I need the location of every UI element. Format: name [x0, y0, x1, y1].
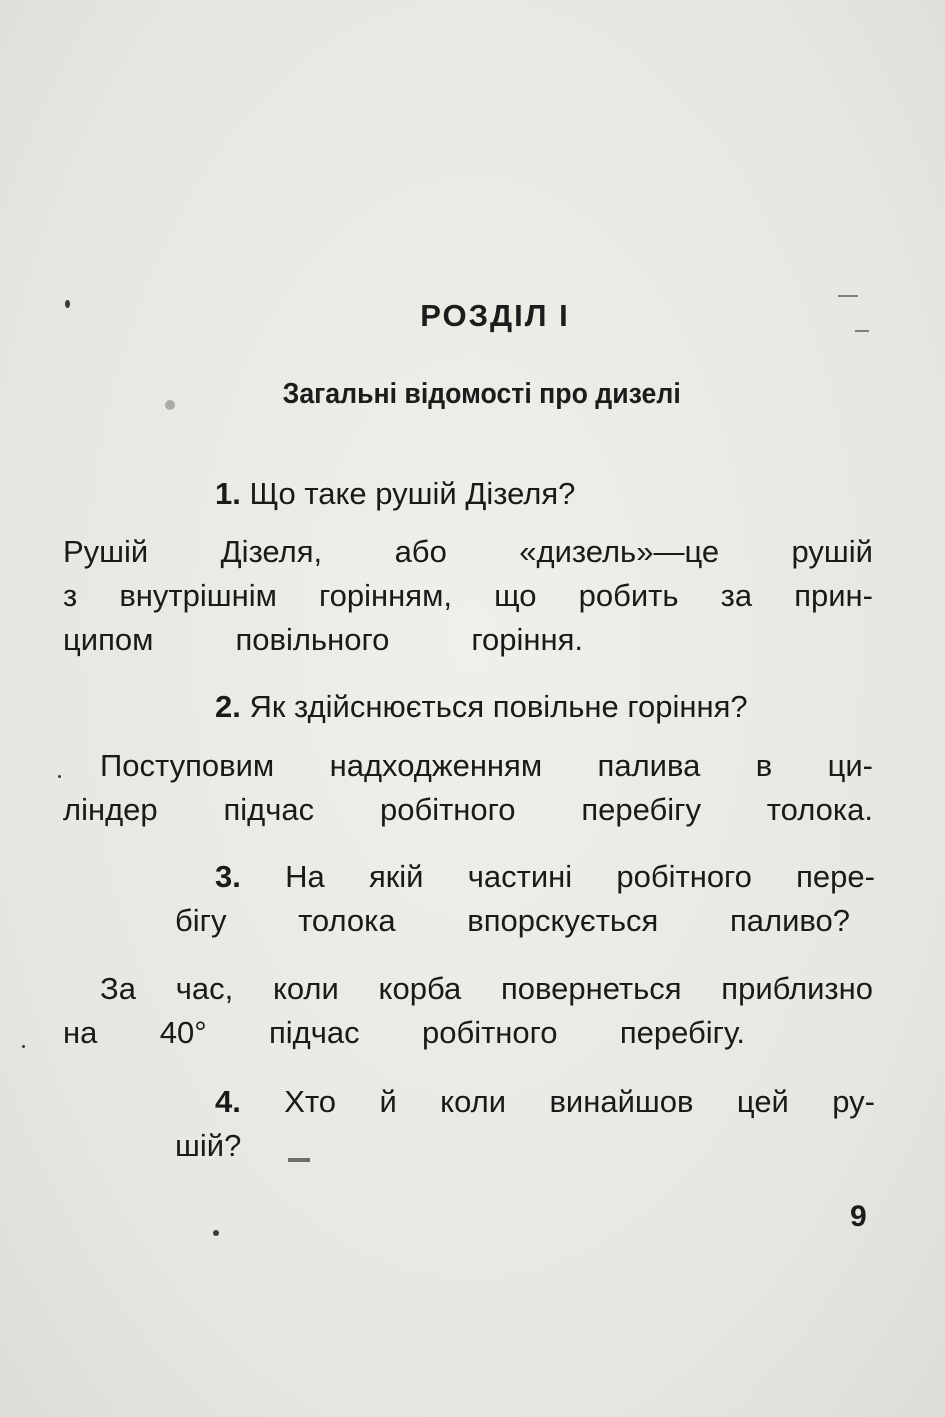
answer-line: Рушій Дізеля, або «дизель»—це рушій — [63, 534, 873, 569]
question-text: На якій частині робітного пере- — [285, 859, 875, 894]
chapter-title: РОЗДІЛ І — [420, 298, 570, 333]
question-text: шій? — [175, 1128, 242, 1163]
print-speck — [213, 1230, 219, 1236]
answer-3 — [100, 967, 873, 1011]
print-speck — [855, 330, 869, 332]
question-text: Що таке рушій Дізеля? — [249, 476, 576, 511]
answer-line: з внутрішнім горінням, що робить за прин- — [63, 578, 873, 613]
answer-1 — [63, 530, 873, 662]
question-number: 2. — [215, 689, 241, 724]
question-text: бігу толока впорскується паливо? — [175, 903, 850, 938]
answer-line: Поступовим надходженням палива в ци- — [100, 748, 873, 783]
question-4-continued — [175, 1124, 375, 1168]
answer-line: ліндер підчас робітного перебігу толока. — [63, 792, 873, 827]
question-number: 3. — [215, 859, 241, 894]
print-speck — [165, 400, 175, 410]
question-line — [215, 855, 875, 899]
print-speck — [58, 775, 61, 778]
answer-line: За час, коли корба повернеться приблизно — [100, 971, 873, 1006]
answer-line: на 40° підчас робітного перебігу. — [63, 1015, 745, 1050]
question-number: 1. — [215, 476, 241, 511]
page-number: 9 — [850, 1200, 867, 1233]
question-text: Хто й коли винайшов цей ру- — [284, 1084, 875, 1119]
question-number: 4. — [215, 1084, 241, 1119]
print-speck — [838, 295, 858, 297]
print-speck — [288, 1158, 310, 1162]
answer-line: ципом повільного горіння. — [63, 622, 583, 657]
question-1 — [215, 472, 715, 516]
print-speck — [22, 1045, 25, 1048]
question-line — [215, 1080, 875, 1124]
print-speck — [65, 300, 70, 308]
question-2 — [215, 685, 875, 729]
chapter-subtitle: Загальні відомості про дизелі — [282, 378, 681, 410]
question-3-continued — [175, 899, 850, 943]
answer-2-continued — [63, 788, 873, 832]
answer-3-continued — [63, 1011, 745, 1055]
question-text: Як здійснюється повільне горіння? — [249, 689, 748, 724]
answer-2 — [100, 744, 873, 788]
question-4 — [215, 1080, 875, 1124]
question-3 — [215, 855, 875, 899]
